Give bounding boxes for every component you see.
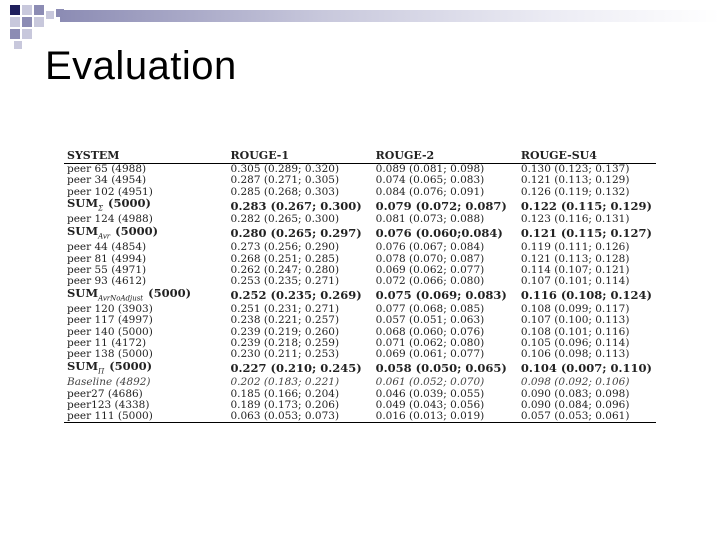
- cell-rouge-2: 0.079 (0.072; 0.087): [375, 198, 507, 213]
- cell-system: peer 81 (4994): [67, 252, 147, 265]
- system-count: (5000): [115, 223, 159, 238]
- decor-square: [22, 5, 32, 15]
- cell-rouge-2: 0.069 (0.062; 0.077): [375, 263, 485, 276]
- system-name: SUM: [67, 285, 99, 300]
- cell-system: peer 11 (4172): [67, 337, 147, 350]
- cell-rouge-2: 0.072 (0.066; 0.080): [375, 275, 485, 288]
- header-rouge-1: ROUGE-1: [227, 148, 372, 164]
- cell-rouge-1: 0.282 (0.265; 0.300): [230, 213, 340, 226]
- cell-system: [64, 285, 227, 305]
- cell-rouge-2: 0.058 (0.050; 0.065): [375, 361, 507, 376]
- cell-rouge-su4: 0.104 (0.007; 0.110): [520, 361, 652, 376]
- system-name: SUM: [67, 223, 99, 238]
- cell-rouge-su4: 0.090 (0.083; 0.098): [520, 387, 630, 400]
- cell-rouge-1: 0.185 (0.166; 0.204): [230, 387, 340, 400]
- system-subscript: Avr: [98, 232, 111, 241]
- table-row: [64, 411, 656, 423]
- system-subscript: AvrNoAdjust: [98, 293, 144, 302]
- decor-square: [34, 5, 44, 15]
- cell-rouge-2: 0.089 (0.081; 0.098): [375, 163, 485, 175]
- cell-rouge-2: 0.075 (0.069; 0.083): [375, 288, 507, 303]
- cell-rouge-su4: 0.106 (0.098; 0.113): [520, 348, 630, 361]
- cell-system: peer 65 (4988): [67, 163, 147, 175]
- table-row: [64, 226, 656, 243]
- cell-rouge-1: 0.063 (0.053; 0.073): [227, 411, 372, 423]
- cell-rouge-1: 0.238 (0.221; 0.257): [230, 314, 340, 327]
- decor-square: [10, 17, 20, 27]
- cell-rouge-2: 0.081 (0.073; 0.088): [375, 213, 485, 226]
- cell-system: peer 93 (4612): [67, 275, 147, 288]
- cell-rouge-1: 0.262 (0.247; 0.280): [230, 263, 340, 276]
- cell-system: peer27 (4686): [67, 387, 143, 400]
- cell-rouge-1: 0.253 (0.235; 0.271): [230, 275, 340, 288]
- cell-rouge-su4: 0.116 (0.108; 0.124): [520, 288, 652, 303]
- cell-rouge-1: 0.202 (0.183; 0.221): [230, 376, 340, 389]
- header-system: SYSTEM: [64, 148, 227, 164]
- cell-rouge-2: 0.057 (0.051; 0.063): [375, 314, 485, 327]
- cell-rouge-su4: 0.090 (0.084; 0.096): [520, 398, 630, 411]
- cell-rouge-1: 0.273 (0.256; 0.290): [230, 241, 340, 254]
- results-table-container: [64, 148, 656, 423]
- cell-rouge-su4: 0.122 (0.115; 0.129): [520, 198, 652, 213]
- decor-square: [10, 29, 20, 39]
- cell-system: peer123 (4338): [67, 398, 150, 411]
- decor-square: [22, 29, 32, 39]
- decor-square: [22, 17, 32, 27]
- cell-rouge-2: 0.049 (0.043; 0.056): [375, 398, 485, 411]
- system-name: SUM: [67, 358, 99, 373]
- cell-system: peer 44 (4854): [67, 241, 147, 254]
- decor-square: [46, 11, 54, 19]
- cell-rouge-su4: 0.123 (0.116; 0.131): [520, 213, 630, 226]
- cell-rouge-2: 0.074 (0.065; 0.083): [375, 174, 485, 187]
- cell-system: peer 120 (3903): [67, 303, 153, 316]
- table-row: [64, 377, 656, 388]
- cell-rouge-2: 0.016 (0.013; 0.019): [373, 411, 518, 423]
- table-header-row: [64, 148, 656, 164]
- cell-system: [64, 358, 227, 378]
- table-row: [64, 198, 656, 215]
- cell-system: peer 140 (5000): [67, 325, 153, 338]
- top-gradient-bar: [60, 10, 720, 22]
- cell-rouge-2: 0.046 (0.039; 0.055): [375, 387, 485, 400]
- system-count: (5000): [148, 285, 192, 300]
- cell-rouge-1: 0.283 (0.267; 0.300): [230, 198, 362, 213]
- cell-rouge-1: 0.285 (0.268; 0.303): [230, 185, 340, 198]
- system-subscript: Π: [98, 366, 105, 375]
- system-count: (5000): [108, 195, 151, 210]
- slide-title: Evaluation: [45, 44, 237, 88]
- cell-rouge-2: 0.077 (0.068; 0.085): [375, 303, 485, 316]
- cell-rouge-2: 0.071 (0.062; 0.080): [375, 337, 485, 350]
- cell-rouge-2: 0.076 (0.067; 0.084): [375, 241, 485, 254]
- cell-rouge-2: 0.068 (0.060; 0.076): [375, 325, 485, 338]
- table-row: [64, 288, 656, 305]
- cell-rouge-1: 0.252 (0.235; 0.269): [230, 288, 362, 303]
- cell-rouge-su4: 0.098 (0.092; 0.106): [520, 376, 630, 389]
- cell-rouge-1: 0.251 (0.231; 0.271): [230, 303, 340, 316]
- cell-rouge-2: 0.084 (0.076; 0.091): [375, 185, 485, 198]
- cell-system: peer 111 (5000): [64, 411, 227, 423]
- cell-system: peer 34 (4954): [67, 174, 147, 187]
- cell-rouge-su4: 0.107 (0.100; 0.113): [520, 314, 630, 327]
- table-row: [64, 242, 656, 253]
- cell-system: [64, 223, 227, 243]
- table-row: [64, 175, 656, 186]
- cell-rouge-2: 0.076 (0.060;0.084): [375, 226, 503, 241]
- cell-system: peer 117 (4997): [67, 314, 153, 327]
- cell-rouge-su4: 0.057 (0.053; 0.061): [518, 411, 656, 423]
- decor-square: [34, 17, 44, 27]
- table-row: [64, 349, 656, 360]
- header-rouge-2: ROUGE-2: [373, 148, 518, 164]
- cell-rouge-1: 0.189 (0.173; 0.206): [230, 398, 340, 411]
- decor-square: [14, 41, 22, 49]
- table-body: [64, 164, 656, 423]
- cell-rouge-su4: 0.105 (0.096; 0.114): [520, 337, 630, 350]
- cell-rouge-su4: 0.108 (0.099; 0.117): [520, 303, 630, 316]
- cell-rouge-1: 0.287 (0.271; 0.305): [230, 174, 340, 187]
- decor-square: [10, 5, 20, 15]
- cell-rouge-1: 0.239 (0.219; 0.260): [230, 325, 340, 338]
- cell-system: [64, 195, 227, 215]
- cell-rouge-1: 0.305 (0.289; 0.320): [230, 163, 340, 175]
- cell-system: peer 102 (4951): [67, 185, 153, 198]
- system-count: (5000): [109, 358, 153, 373]
- cell-rouge-1: 0.239 (0.218; 0.259): [230, 337, 340, 350]
- cell-rouge-2: 0.061 (0.052; 0.070): [375, 376, 485, 389]
- rouge-results-table: [64, 148, 656, 423]
- cell-system: Baseline (4892): [67, 376, 151, 389]
- system-name: SUM: [67, 195, 99, 210]
- table-row: [64, 187, 656, 198]
- cell-rouge-su4: 0.126 (0.119; 0.132): [520, 185, 630, 198]
- cell-rouge-2: 0.069 (0.061; 0.077): [375, 348, 485, 361]
- cell-system: peer 124 (4988): [67, 213, 153, 226]
- cell-rouge-1: 0.280 (0.265; 0.297): [230, 226, 362, 241]
- cell-system: peer 138 (5000): [67, 348, 153, 361]
- table-row: [64, 361, 656, 378]
- cell-rouge-su4: 0.107 (0.101; 0.114): [520, 275, 630, 288]
- cell-rouge-su4: 0.108 (0.101; 0.116): [520, 325, 630, 338]
- cell-rouge-su4: 0.114 (0.107; 0.121): [520, 263, 630, 276]
- cell-rouge-1: 0.230 (0.211; 0.253): [230, 348, 340, 361]
- cell-rouge-su4: 0.121 (0.115; 0.127): [520, 226, 652, 241]
- cell-rouge-1: 0.227 (0.210; 0.245): [230, 361, 362, 376]
- cell-rouge-su4: 0.121 (0.113; 0.129): [520, 174, 630, 187]
- cell-rouge-1: 0.268 (0.251; 0.285): [230, 252, 340, 265]
- system-subscript: Σ: [98, 204, 104, 213]
- cell-rouge-su4: 0.119 (0.111; 0.126): [520, 241, 630, 254]
- cell-rouge-su4: 0.130 (0.123; 0.137): [520, 163, 630, 175]
- cell-system: peer 55 (4971): [67, 263, 147, 276]
- header-rouge-su4: ROUGE-SU4: [518, 148, 656, 164]
- cell-rouge-2: 0.078 (0.070; 0.087): [375, 252, 485, 265]
- cell-rouge-su4: 0.121 (0.113; 0.128): [520, 252, 630, 265]
